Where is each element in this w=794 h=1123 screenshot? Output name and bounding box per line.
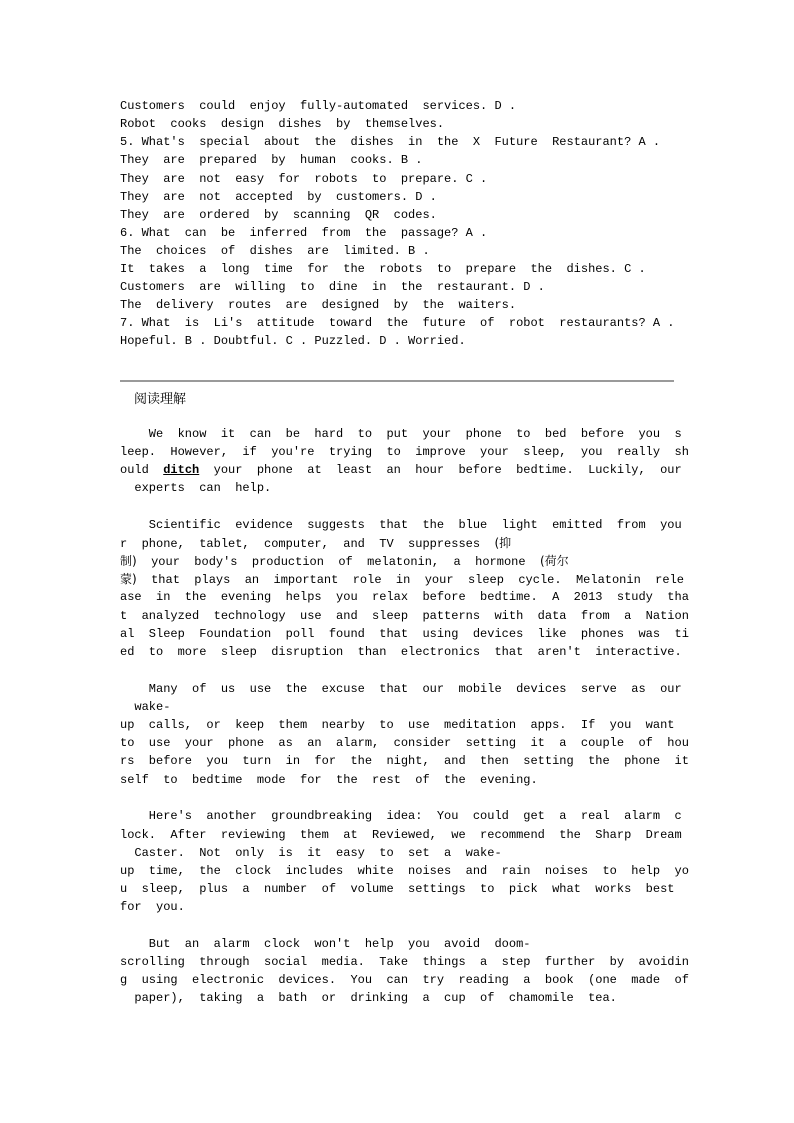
passage-line: to use your phone as an alarm, consider setting it a couple of hou: [120, 736, 689, 750]
passage-line: [120, 570, 684, 589]
section-divider: [120, 380, 674, 382]
chinese-gloss: (荷尔: [539, 554, 569, 568]
passage-line: We know it can be hard to put your phone to bed before you s: [120, 427, 682, 441]
passage-text: ould: [120, 463, 164, 477]
passage-line: Here's another groundbreaking idea: You could get a real alarm c: [120, 809, 682, 823]
chinese-gloss: 蒙): [120, 572, 137, 586]
passage-line: Many of us use the excuse that our mobile devices serve as our: [120, 682, 682, 696]
passage-line: Caster. Not only is it easy to set a wake-: [120, 846, 502, 860]
question-line: The delivery routes are designed by the waiters.: [120, 298, 517, 312]
passage-line: experts can help.: [120, 481, 272, 495]
passage-line: But an alarm clock won't help you avoid doom-: [120, 937, 531, 951]
passage-line: [120, 552, 569, 571]
passage-text: that plays an important role in your sleep cycle. Melatonin rele: [136, 573, 684, 587]
passage-text: your phone at least an hour before bedtime. Luckily, our: [199, 463, 682, 477]
passage-line: scrolling through social media. Take things a step further by avoidin: [120, 955, 689, 969]
passage-line: t analyzed technology use and sleep patterns with data from a Nation: [120, 609, 689, 623]
passage-line: up calls, or keep them nearby to use meditation apps. If you want: [120, 718, 675, 732]
question-line: The choices of dishes are limited. B .: [120, 244, 430, 258]
question-line: 6. What can be inferred from the passage? A .: [120, 226, 488, 240]
passage-line: al Sleep Foundation poll found that using devices like phones was ti: [120, 627, 689, 641]
passage-line: [120, 534, 511, 553]
passage-line: Scientific evidence suggests that the blue light emitted from you: [120, 518, 682, 532]
passage-text: your body's production of melatonin, a hormone: [136, 555, 540, 569]
question-line: They are not easy for robots to prepare. C .: [120, 172, 488, 186]
question-line: Customers could enjoy fully-automated services. D .: [120, 99, 517, 113]
passage-line: up time, the clock includes white noises and rain noises to help yo: [120, 864, 689, 878]
passage-line: for you.: [120, 900, 185, 914]
passage-line: leep. However, if you're trying to improve your sleep, you really sh: [120, 445, 689, 459]
question-line: Hopeful. B . Doubtful. C . Puzzled. D . Worried.: [120, 334, 466, 348]
section-title: 阅读理解: [134, 392, 187, 407]
passage-line: [120, 461, 682, 479]
question-line: It takes a long time for the robots to prepare the dishes. C .: [120, 262, 646, 276]
passage-line: g using electronic devices. You can try reading a book (one made of: [120, 973, 689, 987]
question-line: They are not accepted by customers. D .: [120, 190, 437, 204]
passage-line: lock. After reviewing them at Reviewed, we recommend the Sharp Dream: [120, 828, 682, 842]
question-line: Customers are willing to dine in the restaurant. D .: [120, 280, 545, 294]
passage-line: rs before you turn in for the night, and then setting the phone it: [120, 754, 689, 768]
passage-line: wake-: [120, 700, 171, 714]
question-line: They are ordered by scanning QR codes.: [120, 208, 437, 222]
passage-line: paper), taking a bath or drinking a cup of chamomile tea.: [120, 991, 617, 1005]
question-line: They are prepared by human cooks. B .: [120, 153, 423, 167]
passage-text: r phone, tablet, computer, and TV suppresses: [120, 537, 495, 551]
passage-line: u sleep, plus a number of volume settings to pick what works best: [120, 882, 675, 896]
passage-line: ase in the evening helps you relax before bedtime. A 2013 study tha: [120, 590, 689, 604]
vocab-highlight-word: ditch: [163, 463, 200, 477]
passage-line: ed to more sleep disruption than electronics that aren't interactive.: [120, 645, 682, 659]
chinese-gloss: (抑: [494, 536, 512, 550]
question-line: 5. What's special about the dishes in the X Future Restaurant? A .: [120, 135, 661, 149]
question-line: 7. What is Li's attitude toward the future of robot restaurants? A .: [120, 316, 675, 330]
chinese-gloss: 制): [120, 554, 137, 568]
question-line: Robot cooks design dishes by themselves.: [120, 117, 445, 131]
passage-line: self to bedtime mode for the rest of the evening.: [120, 773, 538, 787]
